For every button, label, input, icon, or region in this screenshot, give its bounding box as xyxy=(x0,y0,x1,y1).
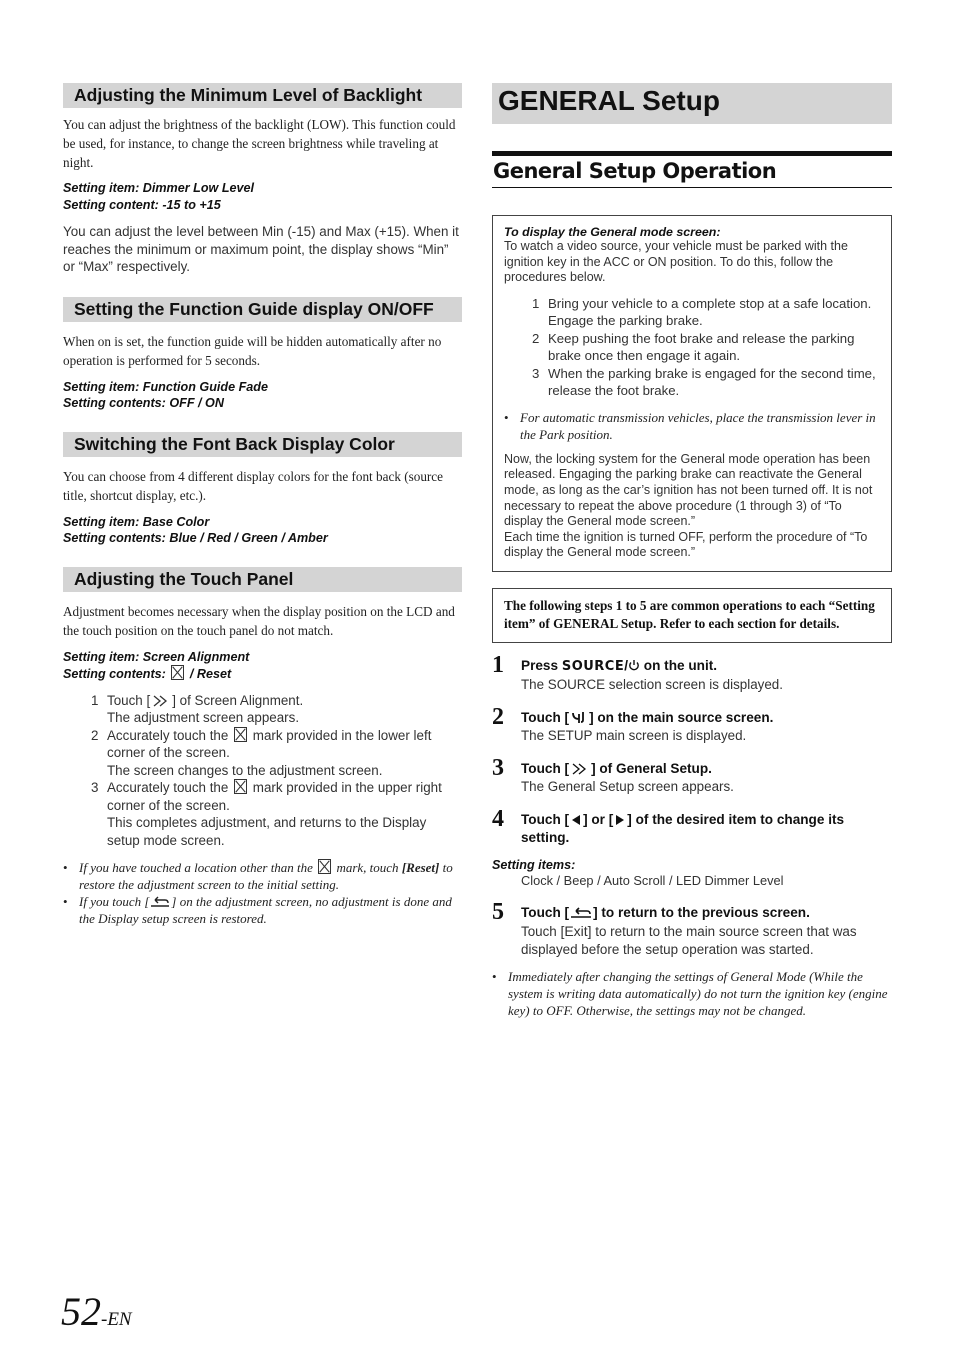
heading-function-guide: Setting the Function Guide display ON/OFF xyxy=(63,297,462,322)
step-text: ] of General Setup. xyxy=(591,760,712,776)
left-triangle-icon xyxy=(569,814,583,826)
backlight-setting-content: Setting content: -15 to +15 xyxy=(63,197,221,212)
cross-box-icon xyxy=(234,779,247,794)
step-text: When the parking brake is engaged for the second time, release the foot brake. xyxy=(548,365,876,399)
step-result: The General Setup screen appears. xyxy=(521,778,734,794)
setting-items xyxy=(492,857,892,890)
step-text: Touch [ xyxy=(521,760,570,776)
step-result: The SOURCE selection screen is displayed. xyxy=(521,676,783,692)
step-action xyxy=(521,709,892,727)
box-title: To display the General mode screen: xyxy=(504,225,721,239)
step-number: 4 xyxy=(492,805,504,832)
page-number-suffix: -EN xyxy=(101,1309,132,1330)
exit-label: [Exit] xyxy=(560,923,592,940)
step-result: The SETUP main screen is displayed. xyxy=(521,727,747,743)
touch-panel-body: Adjustment becomes necessary when the display position on the LCD and the touch position on the touch panel do not match. xyxy=(63,603,455,638)
box-steps xyxy=(504,295,880,400)
list-item xyxy=(504,365,880,400)
step-text: ] of the desired item to change its setting. xyxy=(521,811,845,845)
right-column xyxy=(492,83,892,1019)
left-column xyxy=(63,83,462,927)
common-steps-box: The following steps 1 to 5 are common operations to each “Setting item” of GENERAL Setup. Refer to each section for details. xyxy=(492,588,892,643)
step-text: mark provided in the upper right corner of the screen. xyxy=(107,780,442,813)
touch-panel-content xyxy=(63,665,462,683)
step-5 xyxy=(492,899,892,959)
step-text: Bring your vehicle to a complete stop at a safe location. Engage the parking brake. xyxy=(548,295,872,329)
source-key-label: SOURCE xyxy=(561,658,625,674)
setting-items-list: Clock / Beep / Auto Scroll / LED Dimmer Level xyxy=(521,873,784,889)
font-back-item: Setting item: Base Color xyxy=(63,514,210,529)
step-action: Press SOURCE/ on the unit. xyxy=(521,657,718,674)
step-text: ] or [ xyxy=(583,811,614,827)
note-text: mark, touch xyxy=(336,860,399,875)
setting-items-label: Setting items: xyxy=(492,857,576,872)
step-text: on the unit. xyxy=(643,657,718,673)
backlight-extra: You can adjust the level between Min (-15) and Max (+15). When it reaches the minimum or maximum point, the display shows “Min” or “Max” respectively. xyxy=(63,224,459,274)
return-arrow-icon xyxy=(149,895,171,908)
step-text: Keep pushing the foot brake and release the parking brake once then engage it again. xyxy=(548,330,855,364)
heading-min-backlight: Adjusting the Minimum Level of Backlight xyxy=(63,83,462,108)
step-action xyxy=(521,811,892,847)
note-text: Immediately after changing the settings of General Mode (While the system is writing data automatically) do not turn the ignition key (engine key) to OFF. Otherwise, the settings may not be changed. xyxy=(508,969,888,1019)
font-back-content: Setting contents: Blue / Red / Green / Amber xyxy=(63,531,328,545)
cross-box-icon xyxy=(171,665,184,680)
page-title: GENERAL Setup xyxy=(492,83,892,124)
step-number: 2 xyxy=(532,330,540,346)
touch-panel-steps xyxy=(63,692,462,850)
step-text: mark provided in the lower left corner of the screen. xyxy=(107,727,432,760)
step-text: Accurately touch the xyxy=(107,780,229,795)
step-number: 1 xyxy=(532,295,540,311)
list-item xyxy=(63,727,462,780)
double-chevron-right-icon xyxy=(569,763,591,775)
list-item xyxy=(504,330,880,365)
step-text: ] on the main source screen. xyxy=(589,709,774,725)
setup-wrench-icon xyxy=(569,710,589,724)
cross-box-icon xyxy=(234,727,247,742)
step-number: 2 xyxy=(492,703,504,730)
step-text: ] of Screen Alignment. xyxy=(172,692,304,708)
box-note: • For automatic transmission vehicles, place the transmission lever in the Park position. xyxy=(504,409,876,442)
touch-panel-note-2: • If you touch [ ] on the adjustment screen, no adjustment is done and the Display setup screen is restored. xyxy=(63,894,452,926)
function-guide-item: Setting item: Function Guide Fade xyxy=(63,379,268,394)
touch-panel-item: Setting item: Screen Alignment xyxy=(63,649,250,664)
step-action xyxy=(521,760,892,778)
step-result: The screen changes to the adjustment screen. xyxy=(107,762,383,778)
step-text: Accurately touch the xyxy=(107,727,229,743)
step-text: ] to return to the previous screen. xyxy=(593,905,810,921)
step-text: Touch [ xyxy=(521,811,570,827)
right-triangle-icon xyxy=(613,814,627,826)
step-text: to return to the main source screen that was displayed before the setup operation was started. xyxy=(521,924,857,958)
step-text: Touch [ xyxy=(521,905,570,921)
cross-box-icon xyxy=(318,859,331,874)
box-paragraph-2: Each time the ignition is turned OFF, perform the procedure of “To display the General mode screen.” xyxy=(504,529,868,560)
list-item xyxy=(63,692,462,727)
box-paragraph: Now, the locking system for the General mode operation has been released. Engaging the parking brake can reactivate the General mode, as long as the car’s ignition has not been turned off. It is not necessary to repeat the above procedure (1 through 3) of “To display the General mode screen.” xyxy=(504,451,873,529)
touch-panel-note-1: • If you have touched a location other than the mark, touch [Reset] to restore the adjustment screen to the initial setting. xyxy=(63,860,453,892)
step-number: 1 xyxy=(91,692,99,708)
note-text: For automatic transmission vehicles, place the transmission lever in the Park position. xyxy=(520,409,876,442)
note-text: If you touch [ xyxy=(79,894,150,909)
list-item xyxy=(63,779,462,849)
step-result: This completes adjustment, and returns to the Display setup mode screen. xyxy=(107,815,427,848)
font-back-body: You can choose from 4 different display colors for the font back (source title, shortcut display, etc.). xyxy=(63,468,444,503)
general-mode-info-box xyxy=(492,215,892,572)
note-text: to restore the adjustment screen to the initial setting. xyxy=(79,860,453,892)
step-text: Press xyxy=(521,657,559,673)
page-number xyxy=(61,1288,132,1335)
step-text: Touch [ xyxy=(521,709,570,725)
function-guide-content: Setting contents: OFF / ON xyxy=(63,396,224,410)
step-2 xyxy=(492,703,892,745)
return-arrow-icon xyxy=(569,906,593,919)
box-intro: To watch a video source, your vehicle must be parked with the ignition key in the ACC or ON position. To do this, follow the procedures below. xyxy=(504,239,848,285)
note-text: If you have touched a location other than the xyxy=(79,860,313,875)
touch-panel-content-label: Setting contents: xyxy=(63,667,166,681)
step-text: Touch xyxy=(521,924,561,940)
backlight-body: You can adjust the brightness of the backlight (LOW). This function could be used, for instance, to change the screen brightness while traveling at night. xyxy=(63,117,456,170)
heading-touch-panel: Adjusting the Touch Panel xyxy=(63,567,462,592)
step-number: 3 xyxy=(532,365,540,381)
power-icon xyxy=(628,659,640,672)
reset-label: [Reset] xyxy=(401,860,440,875)
step-text: Touch [ xyxy=(107,692,151,708)
step-number: 1 xyxy=(492,651,504,678)
list-item xyxy=(504,295,880,330)
step-result xyxy=(521,922,892,959)
double-chevron-right-icon xyxy=(150,695,172,707)
page-number-value: 52 xyxy=(61,1289,101,1334)
step-number: 3 xyxy=(91,780,99,795)
heading-font-back-color: Switching the Font Back Display Color xyxy=(63,432,462,457)
section-title: General Setup Operation xyxy=(492,151,892,188)
final-note: • Immediately after changing the settings of General Mode (While the system is writing data automatically) do not turn the ignition key (engine key) to OFF. Otherwise, the settings may not be changed. xyxy=(492,969,888,1019)
step-4 xyxy=(492,805,892,847)
step-number: 3 xyxy=(492,754,504,781)
step-3 xyxy=(492,754,892,796)
step-number: 5 xyxy=(492,899,504,926)
backlight-setting-item: Setting item: Dimmer Low Level xyxy=(63,181,255,195)
touch-panel-content-tail: / Reset xyxy=(186,667,232,681)
step-1 xyxy=(492,651,892,694)
function-guide-body: When on is set, the function guide will be hidden automatically after no operation is performed for 5 seconds. xyxy=(63,333,442,368)
step-number: 2 xyxy=(91,727,99,743)
step-result: The adjustment screen appears. xyxy=(107,710,300,725)
note-text: ] on the adjustment screen, no adjustment is done and the Display setup screen is restored. xyxy=(79,894,452,926)
step-action xyxy=(521,904,892,922)
